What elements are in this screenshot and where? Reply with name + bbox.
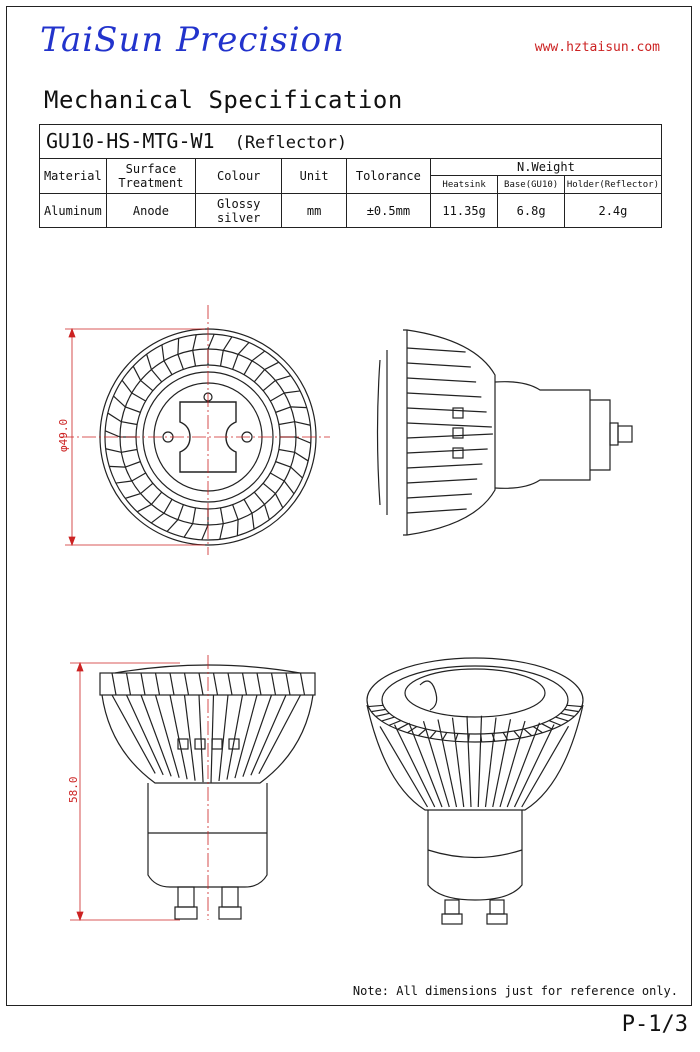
header-row [40,159,662,176]
spec-table [39,124,662,228]
heatsink-side-fins [407,348,493,513]
model-row [40,125,662,159]
isometric-view-drawing [360,655,600,930]
header-tolerance: Tolorance [346,159,430,194]
website-url[interactable]: www.hztaisun.com [534,40,660,55]
page-number: P-1/3 [621,1012,688,1037]
value-holder: 2.4g [564,194,661,228]
heatsink-iso-fins [368,705,581,807]
header-colour: Colour [196,159,282,194]
values-row [40,194,662,228]
model-cell [40,125,662,159]
header-material: Material [40,159,107,194]
brand-logo-text: TaiSun Precision [40,20,345,60]
reference-note: Note: All dimensions just for reference only. [352,984,678,998]
value-tolerance: ±0.5mm [346,194,430,228]
header-base: Base(GU10) [498,176,565,194]
header-surface-line2: Treatment [118,176,184,190]
diameter-dimension: φ49.0 [57,418,70,452]
header-unit: Unit [282,159,347,194]
value-heatsink: 11.35g [430,194,498,228]
front-elevation-drawing [60,655,340,925]
header-heatsink: Heatsink [430,176,498,194]
model-name: GU10-HS-MTG-W1 [46,128,215,153]
header-holder: Holder(Reflector) [564,176,661,194]
page-title: Mechanical Specification [44,86,403,114]
header-surface-treatment [106,159,196,194]
header-weight: N.Weight [430,159,661,176]
height-dimension: 58.0 [67,776,80,803]
model-suffix: (Reflector) [234,132,348,153]
value-base: 6.8g [498,194,565,228]
header-surface-line1: Surface [125,162,177,176]
value-surface: Anode [106,194,196,228]
value-material: Aluminum [40,194,107,228]
value-unit: mm [282,194,347,228]
top-view-drawing [40,300,340,560]
value-colour-line1: Glossy [217,196,261,211]
side-view-drawing [365,320,640,555]
value-colour-line2: silver [217,210,261,225]
value-colour [196,194,282,228]
